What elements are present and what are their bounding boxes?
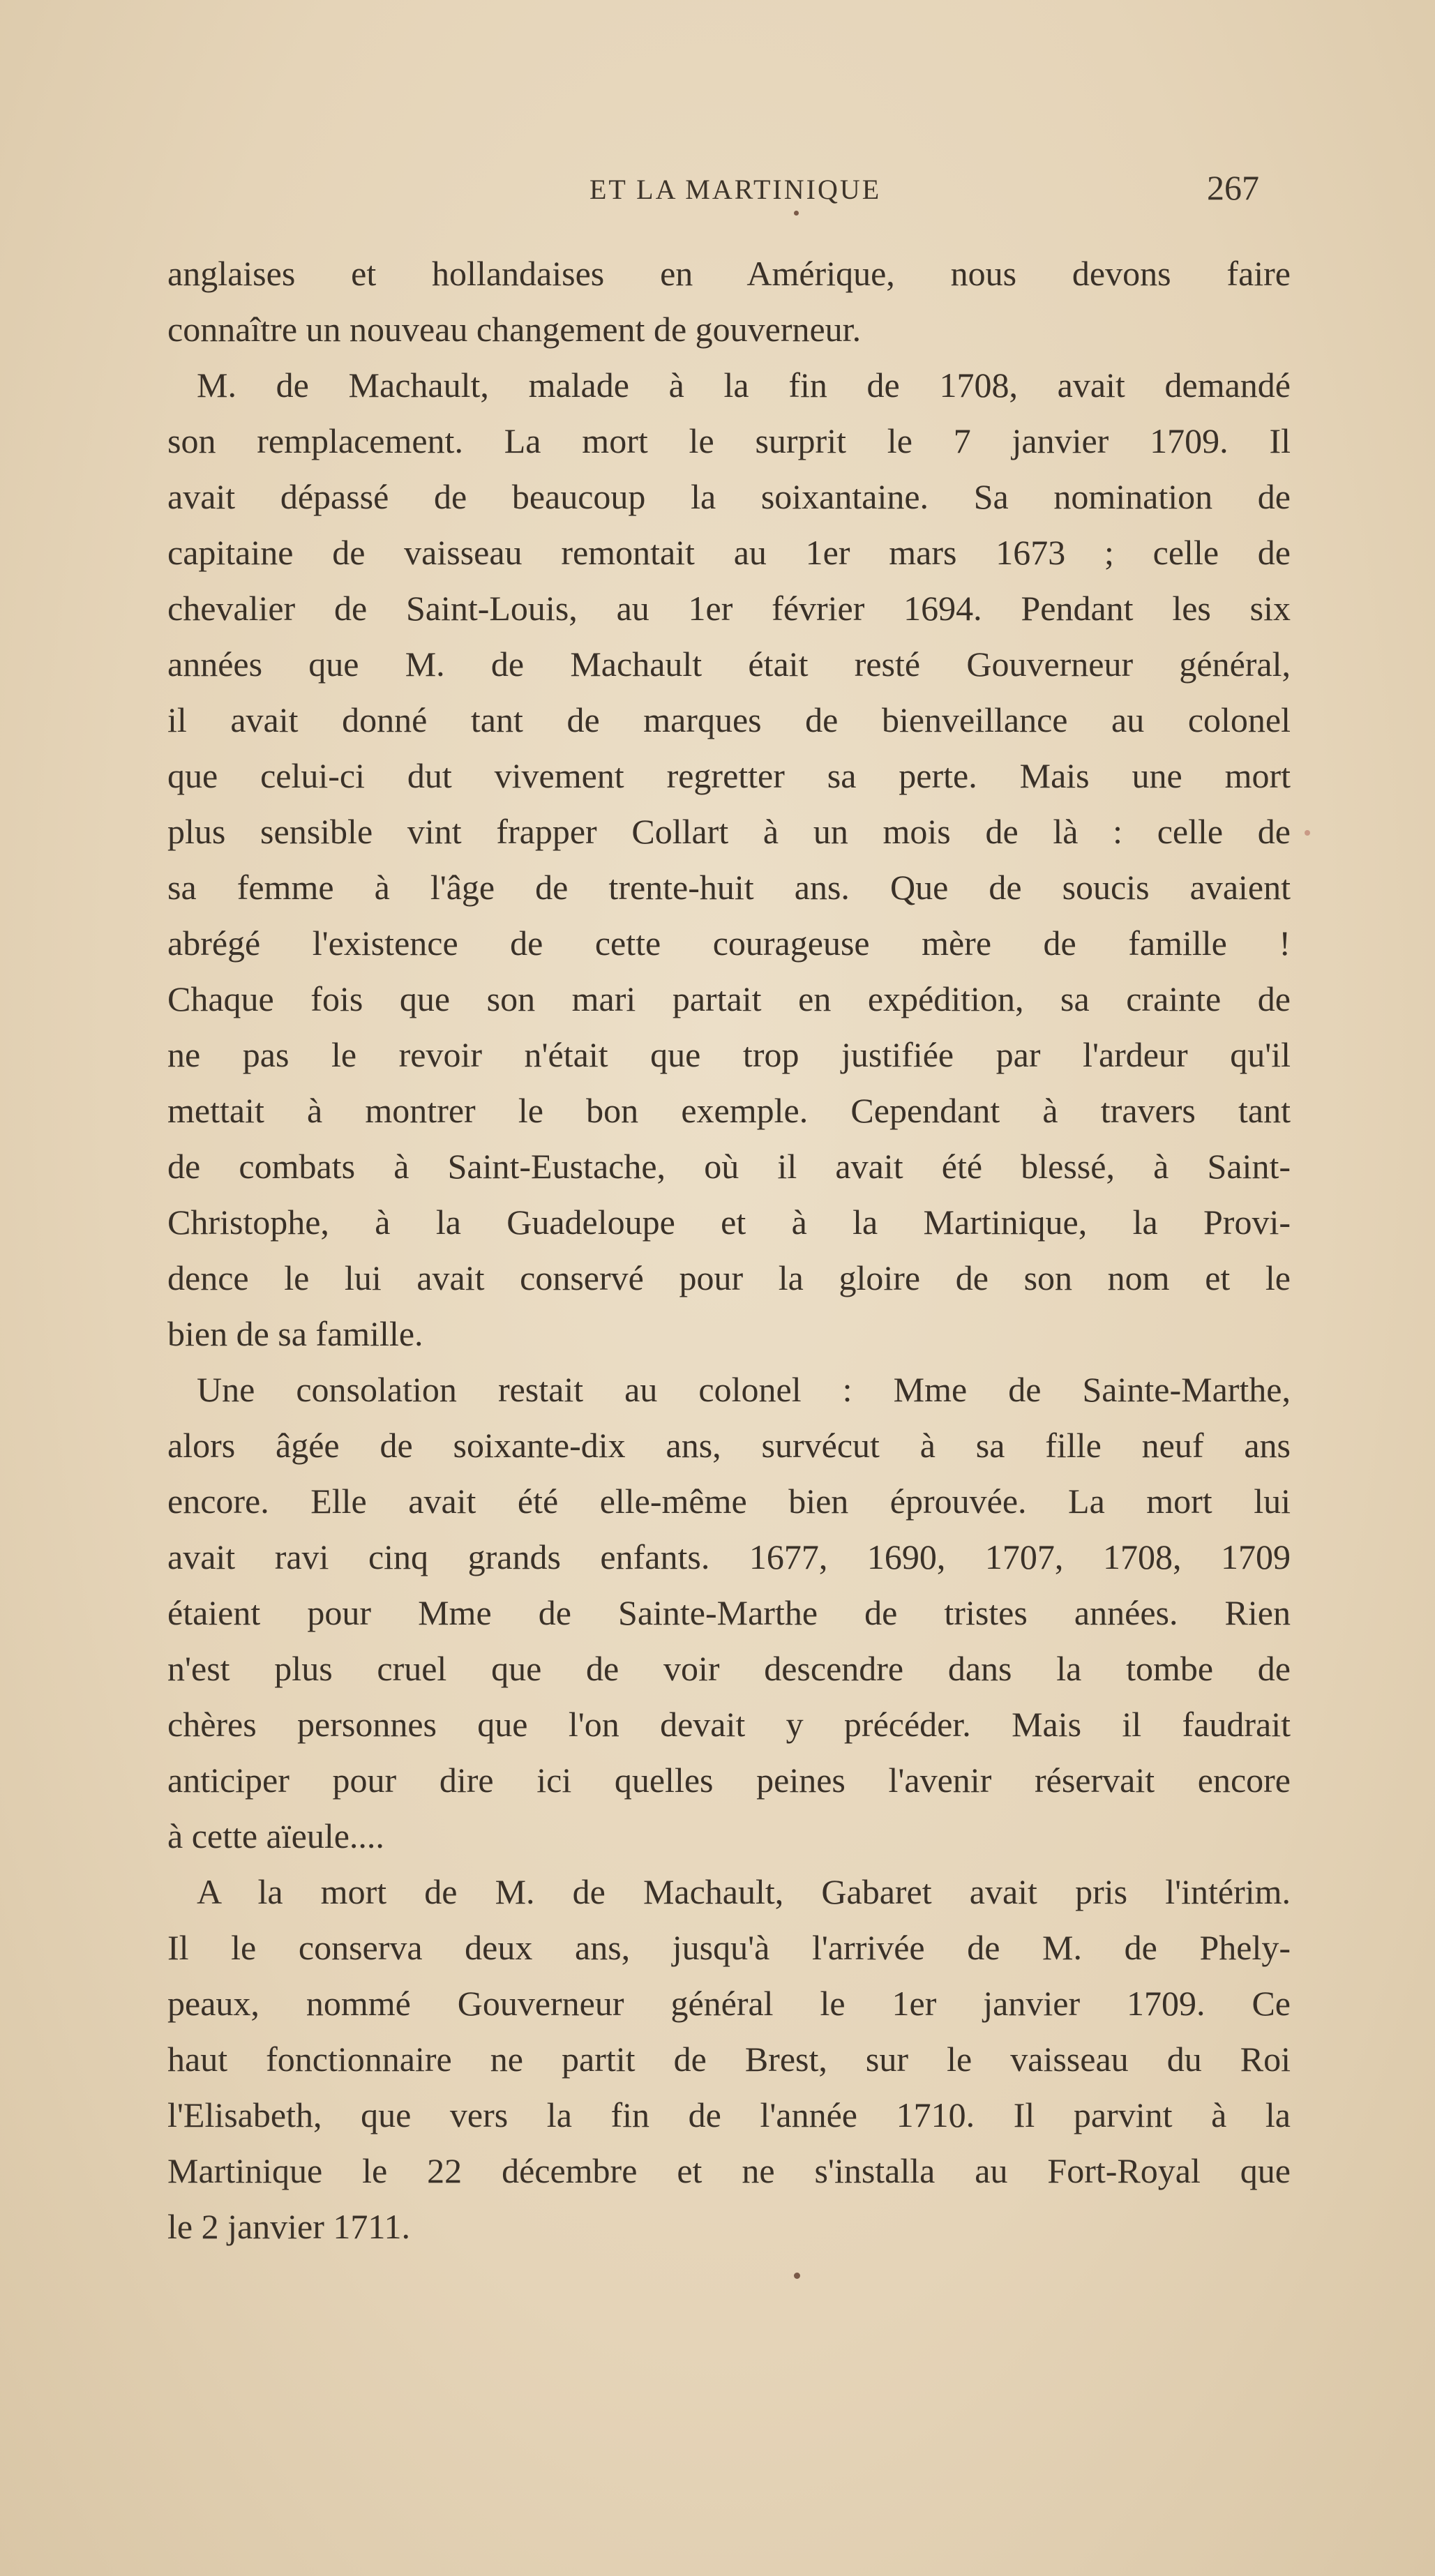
text-line: il avait donné tant de marques de bienveillance au colonel xyxy=(167,700,1291,739)
text-line: connaître un nouveau changement de gouverneur. xyxy=(167,310,862,349)
paragraph-start-line: M. de Machault, malade à la fin de 1708, avait demandé xyxy=(197,366,1291,405)
ink-speck xyxy=(794,211,799,216)
text-line: peaux, nommé Gouverneur général le 1er janvier 1709. Ce xyxy=(167,1984,1291,2023)
ink-speck xyxy=(1305,830,1310,836)
running-head xyxy=(0,167,1435,209)
text-line: années que M. de Machault était resté Gouverneur général, xyxy=(167,645,1291,684)
page-number: 267 xyxy=(1207,168,1259,207)
text-line: son remplacement. La mort le surprit le 7 janvier 1709. Il xyxy=(167,421,1291,460)
text-line: anglaises et hollandaises en Amérique, nous devons faire xyxy=(167,254,1291,293)
text-line: avait ravi cinq grands enfants. 1677, 1690, 1707, 1708, 1709 xyxy=(167,1537,1291,1576)
text-line: anticiper pour dire ici quelles peines l'avenir réservait encore xyxy=(167,1761,1291,1800)
text-line: Chaque fois que son mari partait en expédition, sa crainte de xyxy=(167,979,1291,1018)
text-line: avait dépassé de beaucoup la soixantaine. Sa nomination de xyxy=(167,477,1291,516)
paragraph-start-line: A la mort de M. de Machault, Gabaret avait pris l'intérim. xyxy=(197,1872,1291,1911)
text-line: le 2 janvier 1711. xyxy=(167,2207,411,2246)
ink-speck xyxy=(794,2273,800,2279)
text-line: mettait à montrer le bon exemple. Cependant à travers tant xyxy=(167,1091,1291,1130)
body-text xyxy=(167,246,1291,2254)
text-line: à cette aïeule.... xyxy=(167,1816,384,1855)
text-line: étaient pour Mme de Sainte-Marthe de tristes années. Rien xyxy=(167,1593,1291,1632)
text-line: haut fonctionnaire ne partit de Brest, sur le vaisseau du Roi xyxy=(167,2040,1291,2079)
text-line: l'Elisabeth, que vers la fin de l'année 1710. Il parvint à la xyxy=(167,2095,1291,2134)
running-title: ET LA MARTINIQUE xyxy=(589,174,882,205)
text-line: chevalier de Saint-Louis, au 1er février 1694. Pendant les six xyxy=(167,589,1291,628)
text-line: que celui-ci dut vivement regretter sa perte. Mais une mort xyxy=(167,756,1291,795)
text-line: bien de sa famille. xyxy=(167,1314,423,1353)
text-line: Martinique le 22 décembre et ne s'installa au Fort-Royal que xyxy=(167,2151,1291,2190)
text-line: abrégé l'existence de cette courageuse mère de famille ! xyxy=(167,924,1291,963)
text-line: encore. Elle avait été elle-même bien éprouvée. La mort lui xyxy=(167,1482,1291,1521)
text-line: Christophe, à la Guadeloupe et à la Martinique, la Provi- xyxy=(167,1203,1291,1242)
text-line: sa femme à l'âge de trente-huit ans. Que de soucis avaient xyxy=(167,868,1291,907)
text-line: Il le conserva deux ans, jusqu'à l'arrivée de M. de Phely- xyxy=(167,1928,1291,1967)
text-line: chères personnes que l'on devait y précéder. Mais il faudrait xyxy=(167,1705,1291,1744)
text-line: n'est plus cruel que de voir descendre dans la tombe de xyxy=(167,1649,1291,1688)
text-line: capitaine de vaisseau remontait au 1er mars 1673 ; celle de xyxy=(167,533,1291,572)
text-line: de combats à Saint-Eustache, où il avait été blessé, à Saint- xyxy=(167,1147,1291,1186)
text-line: alors âgée de soixante-dix ans, survécut à sa fille neuf ans xyxy=(167,1426,1291,1465)
text-line: dence le lui avait conservé pour la gloire de son nom et le xyxy=(167,1258,1291,1297)
text-line: ne pas le revoir n'était que trop justifiée par l'ardeur qu'il xyxy=(167,1035,1291,1074)
text-line: plus sensible vint frapper Collart à un mois de là : celle de xyxy=(167,812,1291,851)
paragraph-start-line: Une consolation restait au colonel : Mme de Sainte-Marthe, xyxy=(197,1370,1291,1409)
